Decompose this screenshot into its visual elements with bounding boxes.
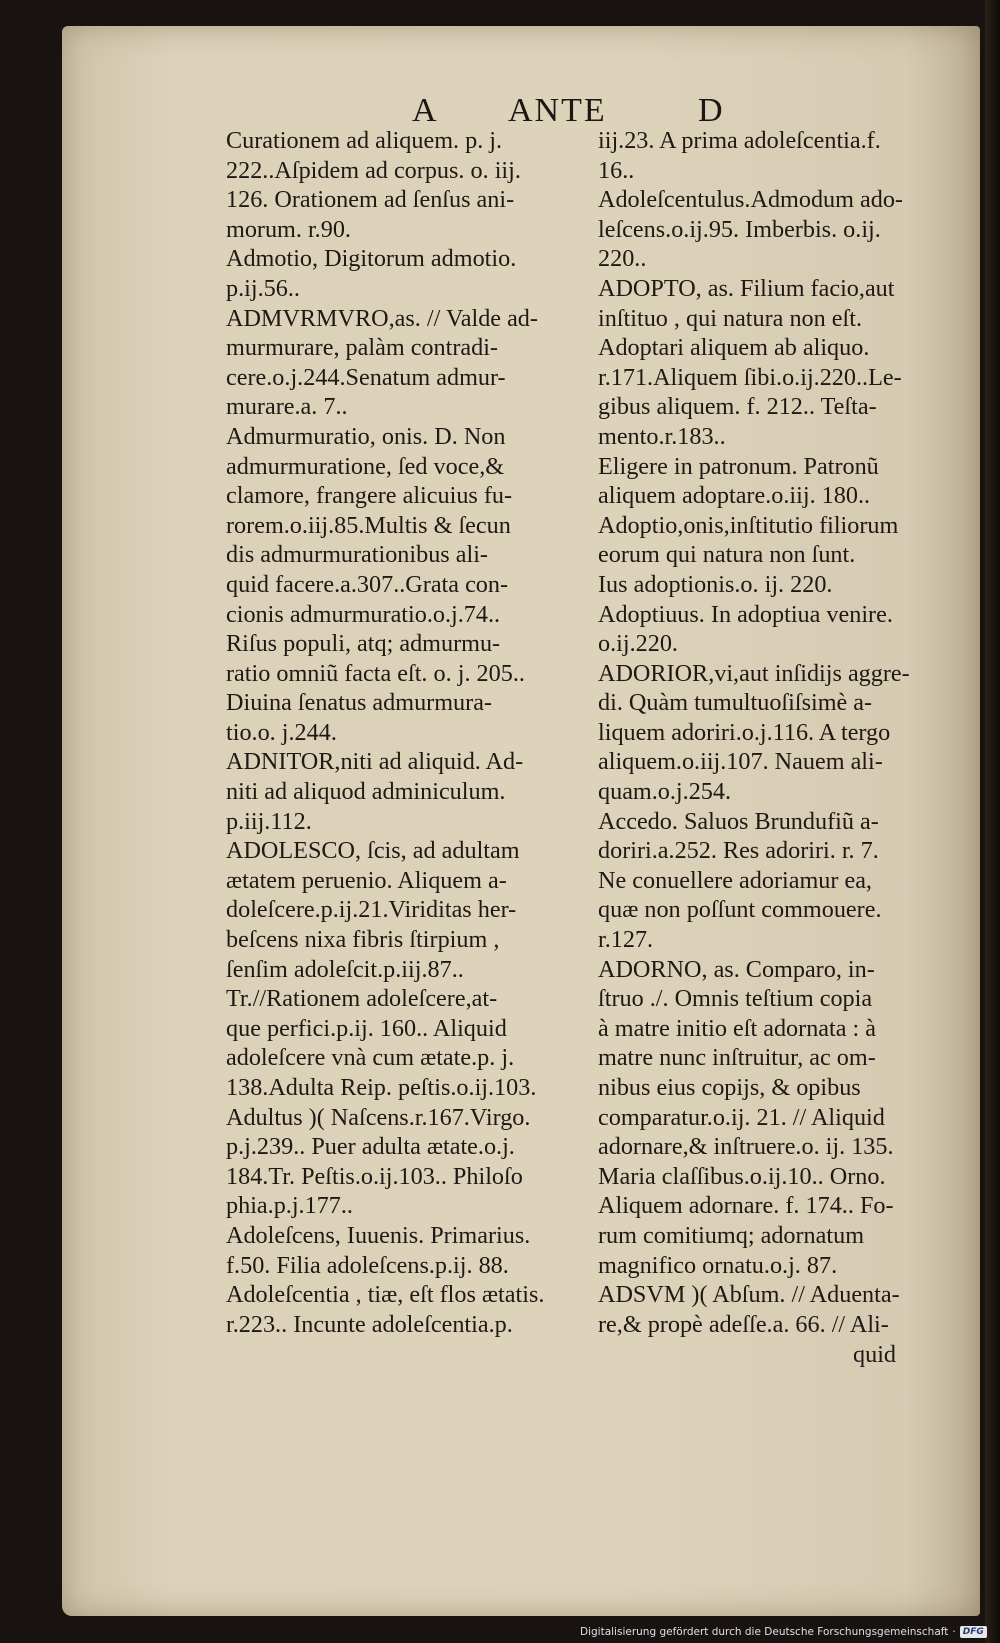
text-line: r.127. — [598, 926, 654, 954]
text-line: inſtituo , qui natura non eſt. — [598, 304, 863, 332]
text-line: Riſus populi, atq; admurmu- — [226, 630, 501, 658]
text-line: ratio omniũ facta eſt. o. j. 205.. — [226, 659, 525, 687]
text-line: Diuina ſenatus admurmura- — [226, 689, 492, 717]
text-line: ADORNO, as. Comparo, in- — [598, 955, 875, 983]
text-line: Adoptio,onis,inſtitutio filiorum — [598, 511, 899, 539]
text-line: Aliquem adornare. f. 174.. Fo- — [598, 1192, 894, 1220]
text-line: niti ad aliquod adminiculum. — [226, 778, 506, 806]
text-line: quam.o.j.254. — [598, 778, 732, 806]
text-line: clamore, frangere alicuius fu- — [226, 482, 513, 510]
text-line: Adoptari aliquem ab aliquo. — [598, 334, 870, 362]
text-line: matre nunc inſtruitur, ac om- — [598, 1044, 876, 1072]
right-column — [598, 126, 970, 1339]
text-line: rum comitiumq; adornatum — [598, 1221, 865, 1249]
text-line: 220.. — [598, 245, 647, 273]
text-line: ſenſim adoleſcit.p.iij.87.. — [226, 955, 464, 983]
text-line: ſtruo ./. Omnis teſtium copia — [598, 985, 873, 1013]
text-line: doriri.a.252. Res adoriri. r. 7. — [598, 837, 879, 865]
left-column — [226, 126, 592, 1339]
text-line: morum. r.90. — [226, 215, 351, 243]
text-line: Ne conuellere adoriamur ea, — [598, 866, 872, 894]
text-line: adoleſcere vnà cum ætate.p. j. — [226, 1044, 515, 1072]
text-line: p.j.239.. Puer adulta ætate.o.j. — [226, 1133, 515, 1161]
text-line: beſcens nixa fibris ſtirpium , — [226, 926, 500, 954]
text-line: dis admurmurationibus ali- — [226, 541, 488, 569]
text-line: ADOLESCO, ſcis, ad adultam — [226, 837, 520, 865]
running-head-word: ANTE — [508, 92, 607, 129]
text-line: quæ non poſſunt commouere. — [598, 896, 882, 924]
text-line: Adoleſcentulus.Admodum ado- — [598, 186, 903, 214]
text-line: 16.. — [598, 156, 635, 184]
text-line: mento.r.183.. — [598, 422, 726, 450]
digitization-footer: Digitalisierung gefördert durch die Deutsche Forschungsgemeinschaft · DFG — [580, 1624, 987, 1640]
text-line: Tr.//Rationem adoleſcere,at- — [226, 985, 498, 1013]
text-line: ADSVM )( Abſum. // Aduenta- — [598, 1281, 900, 1309]
text-line: cere.o.j.244.Senatum admur- — [226, 363, 506, 391]
text-line: r.223.. Incunte adoleſcentia.p. — [226, 1310, 513, 1338]
text-line: ADORIOR,vi,aut inſidijs aggre- — [598, 659, 910, 687]
text-line: ætatem peruenio. Aliquem a- — [226, 866, 507, 894]
text-line: murare.a. 7.. — [226, 393, 348, 421]
footer-text: Digitalisierung gefördert durch die Deutsche Forschungsgemeinschaft — [580, 1626, 949, 1638]
text-line: adornare,& inſtruere.o. ij. 135. — [598, 1133, 894, 1161]
text-line: quid facere.a.307..Grata con- — [226, 570, 509, 598]
text-line: Adoleſcens, Iuuenis. Primarius. — [226, 1221, 531, 1249]
text-line: magnifico ornatu.o.j. 87. — [598, 1251, 838, 1279]
running-head-letter-right: D — [698, 92, 725, 129]
text-line: doleſcere.p.ij.21.Viriditas her- — [226, 896, 517, 924]
text-line: 126. Orationem ad ſenſus ani- — [226, 186, 515, 214]
text-line: Admotio, Digitorum admotio. — [226, 245, 517, 273]
text-line: ADMVRMVRO,as. // Valde ad- — [226, 304, 538, 332]
text-line: liquem adoriri.o.j.116. A tergo — [598, 718, 891, 746]
text-line: Eligere in patronum. Patronũ — [598, 452, 879, 480]
text-line: 184.Tr. Peſtis.o.ij.103.. Philoſo — [226, 1162, 523, 1190]
text-line: gibus aliquem. f. 212.. Teſta- — [598, 393, 877, 421]
catchword: quid — [853, 1341, 897, 1368]
text-line: 138.Adulta Reip. peſtis.o.ij.103. — [226, 1074, 537, 1101]
text-line: aliquem.o.iij.107. Nauem ali- — [598, 748, 883, 776]
text-line: re,& propè adeſſe.a. 66. // Ali- — [598, 1310, 889, 1338]
text-line: di. Quàm tumultuoſiſsimè a- — [598, 689, 873, 717]
text-line: que perfici.p.ij. 160.. Aliquid — [226, 1014, 507, 1042]
text-line: Accedo. Saluos Brundufiũ a- — [598, 807, 879, 835]
text-line: phia.p.j.177.. — [226, 1192, 353, 1220]
text-line: rorem.o.iij.85.Multis & ſecun — [226, 511, 511, 539]
text-line: Curationem ad aliquem. p. j. — [226, 127, 503, 154]
text-line: admurmuratione, ſed voce,& — [226, 452, 505, 480]
text-line: Admurmuratio, onis. D. Non — [226, 422, 506, 450]
text-line: cionis admurmuratio.o.j.74.. — [226, 600, 501, 628]
text-line: comparatur.o.ij. 21. // Aliquid — [598, 1103, 885, 1131]
dfg-logo: DFG — [960, 1626, 987, 1638]
text-line: Adultus )( Naſcens.r.167.Virgo. — [226, 1103, 531, 1131]
text-line: aliquem adoptare.o.iij. 180.. — [598, 482, 871, 510]
text-line: tio.o. j.244. — [226, 718, 337, 746]
text-line: à matre initio eſt adornata : à — [598, 1014, 877, 1042]
text-line: ADNITOR,niti ad aliquid. Ad- — [226, 748, 524, 776]
text-line: Maria claſſibus.o.ij.10.. Orno. — [598, 1162, 886, 1190]
text-line: 222..Aſpidem ad corpus. o. iij. — [226, 156, 521, 184]
text-line: eorum qui natura non ſunt. — [598, 541, 856, 569]
text-line: o.ij.220. — [598, 630, 678, 658]
text-line: p.iij.112. — [226, 807, 312, 835]
text-line: r.171.Aliquem ſibi.o.ij.220..Le- — [598, 363, 902, 391]
text-line: p.ij.56.. — [226, 274, 300, 302]
text-line: leſcens.o.ij.95. Imberbis. o.ij. — [598, 215, 881, 243]
running-head-letter-left: A — [412, 92, 439, 129]
text-line: nibus eius copijs, & opibus — [598, 1074, 861, 1101]
text-line: Adoleſcentia , tiæ, eſt flos ætatis. — [226, 1281, 545, 1309]
text-line: murmurare, palàm contradi- — [226, 334, 498, 362]
page-edge — [985, 0, 1000, 1643]
text-line: Adoptiuus. In adoptiua venire. — [598, 600, 893, 628]
text-line: f.50. Filia adoleſcens.p.ij. 88. — [226, 1251, 509, 1279]
text-line: ADOPTO, as. Filium facio,aut — [598, 274, 895, 302]
text-line: iij.23. A prima adoleſcentia.f. — [598, 127, 881, 154]
text-line: Ius adoptionis.o. ij. 220. — [598, 570, 833, 598]
